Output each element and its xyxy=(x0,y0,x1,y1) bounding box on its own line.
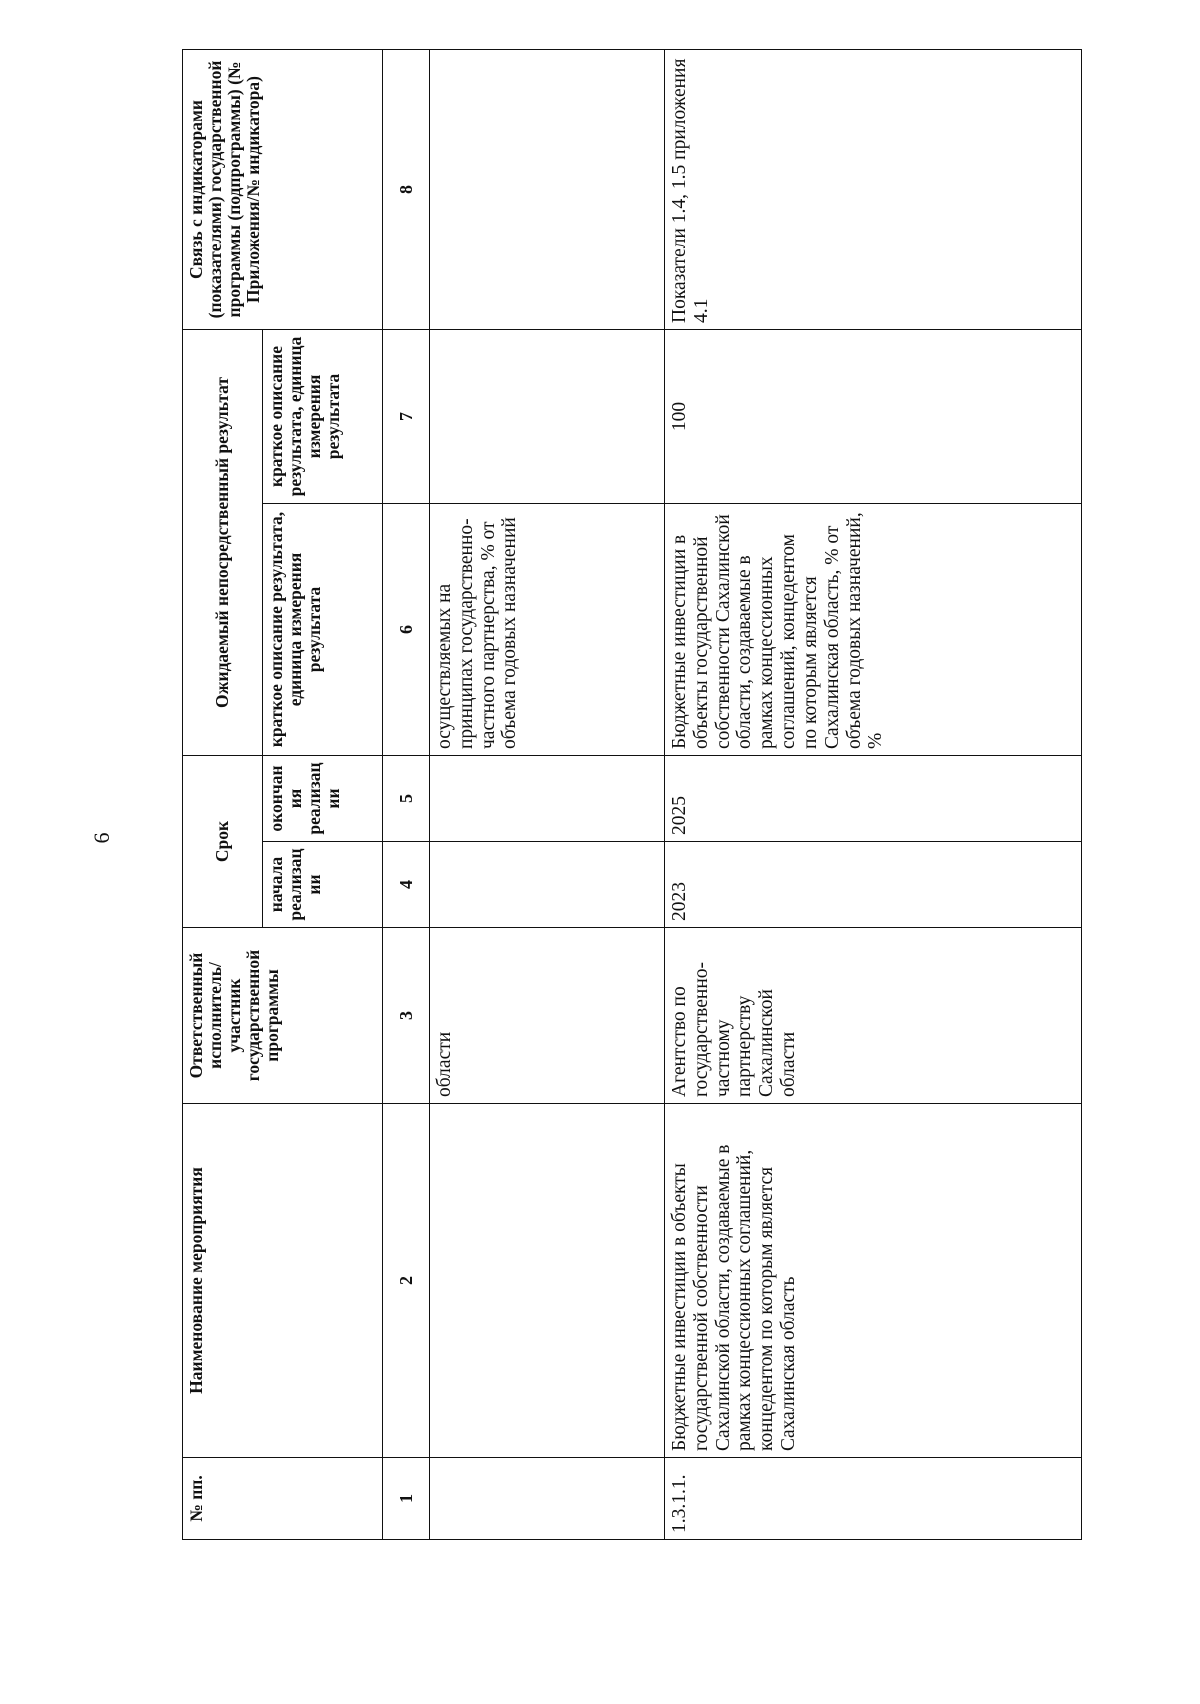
column-number: 3 xyxy=(383,928,430,1104)
header-term-start: начала реализации xyxy=(263,842,383,928)
row-name xyxy=(430,1104,665,1458)
header-num: № пп. xyxy=(183,1458,383,1540)
document-table-container xyxy=(182,50,1082,1540)
column-number: 4 xyxy=(383,842,430,928)
column-number: 8 xyxy=(383,49,430,329)
column-number: 5 xyxy=(383,756,430,842)
header-result-value: краткое описание результата, единица измерения результата xyxy=(263,329,383,503)
page-number: 6 xyxy=(89,832,114,844)
row-end xyxy=(430,756,665,842)
header-executor: Ответственный исполнитель/участник государственной программы xyxy=(183,928,383,1104)
row-end: 2025 xyxy=(665,756,1082,842)
row-result-desc: осуществляемых на принципах государственно-частного партнерства, % от объема годовых назначений xyxy=(430,504,665,756)
column-number: 2 xyxy=(383,1104,430,1458)
header-link: Связь с индикаторами (показателями) государственной программы (подпрограммы) (№ Приложения/№ индикатора) xyxy=(183,49,383,329)
table-row xyxy=(430,49,665,1539)
row-result-desc: Бюджетные инвестиции в объекты государственной собственности Сахалинской области, создаваемые в рамках концессионных соглашений, концедентом по которым является Сахалинская область, % от объема годовых назначений, % xyxy=(665,504,1082,756)
row-link xyxy=(430,49,665,329)
row-num: 1.3.1.1. xyxy=(665,1458,1082,1540)
column-number: 1 xyxy=(383,1458,430,1540)
row-name: Бюджетные инвестиции в объекты государственной собственности Сахалинской области, создаваемые в рамках концессионных соглашений, концедентом по которым является Сахалинская область xyxy=(665,1104,1082,1458)
row-executor: области xyxy=(430,928,665,1104)
row-result-value xyxy=(430,329,665,503)
column-number: 6 xyxy=(383,504,430,756)
column-number: 7 xyxy=(383,329,430,503)
header-name: Наименование мероприятия xyxy=(183,1104,383,1458)
table-row xyxy=(665,49,1082,1539)
measures-table xyxy=(182,49,1082,1540)
row-start: 2023 xyxy=(665,842,1082,928)
header-term-end: окончания реализации xyxy=(263,756,383,842)
row-result-value: 100 xyxy=(665,329,1082,503)
header-result-desc: краткое описание результата, единица измерения результата xyxy=(263,504,383,756)
header-result: Ожидаемый непосредственный результат xyxy=(183,329,263,755)
row-start xyxy=(430,842,665,928)
row-num xyxy=(430,1458,665,1540)
row-executor: Агентство по государственно-частному партнерству Сахалинской области xyxy=(665,928,1082,1104)
header-term: Срок xyxy=(183,756,263,928)
row-link: Показатели 1.4, 1.5 приложения 4.1 xyxy=(665,49,1082,329)
